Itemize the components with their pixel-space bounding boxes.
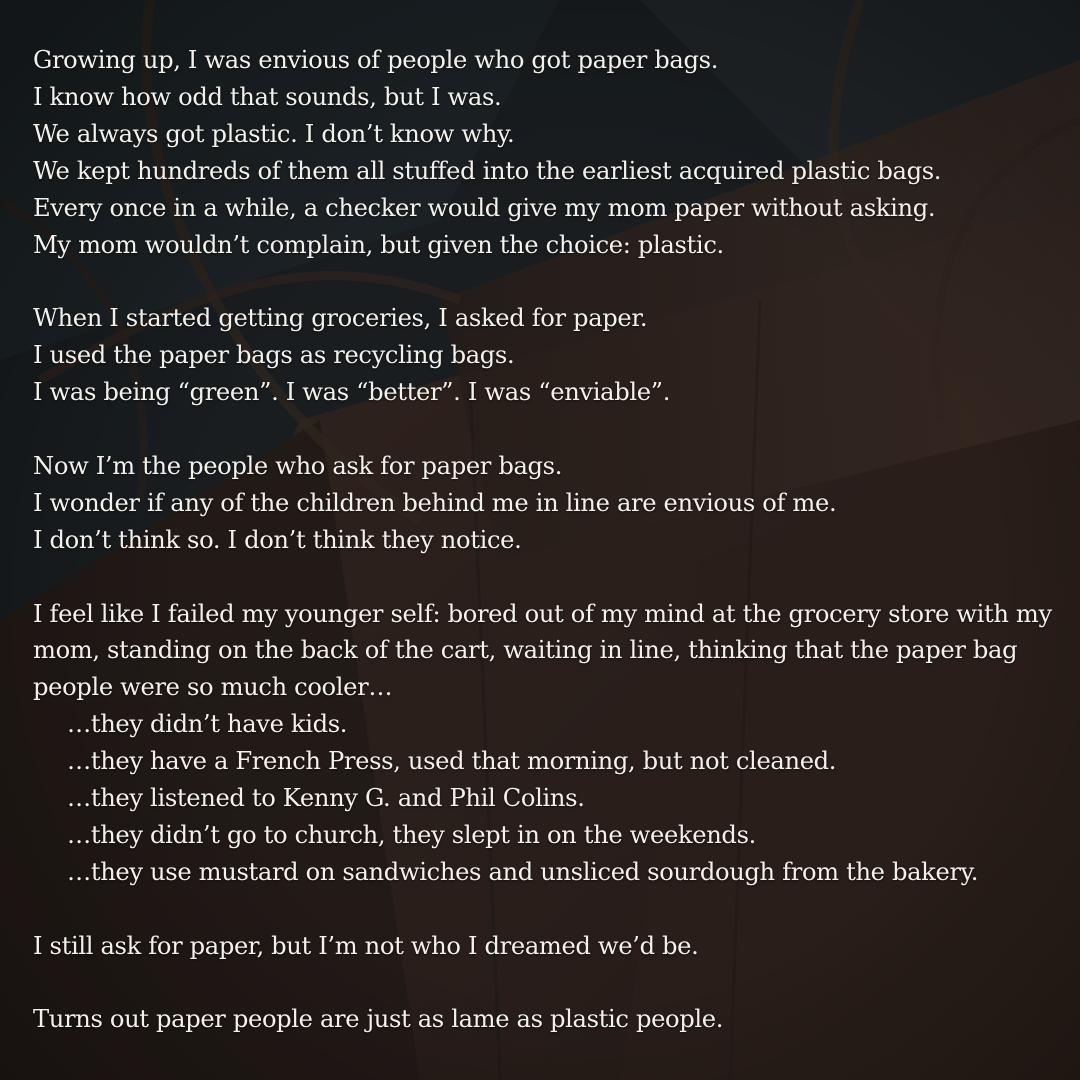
poem-line: Turns out paper people are just as lame as plastic people. (33, 1005, 724, 1034)
stanza-6 (33, 1001, 1068, 1038)
poem-line: I still ask for paper, but I’m not who I dreamed we’d be. (33, 931, 699, 960)
poem-line: My mom wouldn’t complain, but given the choice: plastic. (33, 230, 724, 259)
poem-line: When I started getting groceries, I asked for paper. (33, 304, 648, 333)
poem-line: I wonder if any of the children behind me in line are envious of me. (33, 488, 837, 517)
poem-indented-line: …they use mustard on sandwiches and unsliced sourdough from the bakery. (67, 857, 979, 886)
poem-indented-line: …they didn’t have kids. (67, 710, 348, 739)
stanza-3 (33, 448, 1068, 559)
poem-indented-line: …they have a French Press, used that morning, but not cleaned. (67, 747, 837, 776)
poem-line: I was being “green”. I was “better”. I was “enviable”. (33, 378, 671, 407)
poem-line: I used the paper bags as recycling bags. (33, 341, 515, 370)
poem-text (33, 42, 1068, 1038)
poem-line: We always got plastic. I don’t know why. (33, 119, 515, 148)
poem-line: Now I’m the people who ask for paper bags. (33, 451, 563, 480)
stanza-5 (33, 928, 1068, 965)
poem-line: We kept hundreds of them all stuffed into the earliest acquired plastic bags. (33, 156, 942, 185)
poem-indented-line: …they didn’t go to church, they slept in on the weekends. (67, 820, 756, 849)
poem-indented-line: …they listened to Kenny G. and Phil Colins. (67, 784, 585, 813)
poem-line: Growing up, I was envious of people who got paper bags. (33, 46, 719, 74)
stanza-4 (33, 596, 1068, 891)
poem-paragraph: I feel like I failed my younger self: bored out of my mind at the grocery store with my mom, standing on the back of the cart, waiting in line, thinking that the paper bag people were so much cooler… (33, 599, 1052, 702)
stanza-2 (33, 300, 1068, 411)
poem-line: I don’t think so. I don’t think they notice. (33, 525, 522, 554)
stanza-1 (33, 42, 1068, 263)
poem-line: I know how odd that sounds, but I was. (33, 82, 502, 111)
poem-line: Every once in a while, a checker would give my mom paper without asking. (33, 193, 936, 222)
